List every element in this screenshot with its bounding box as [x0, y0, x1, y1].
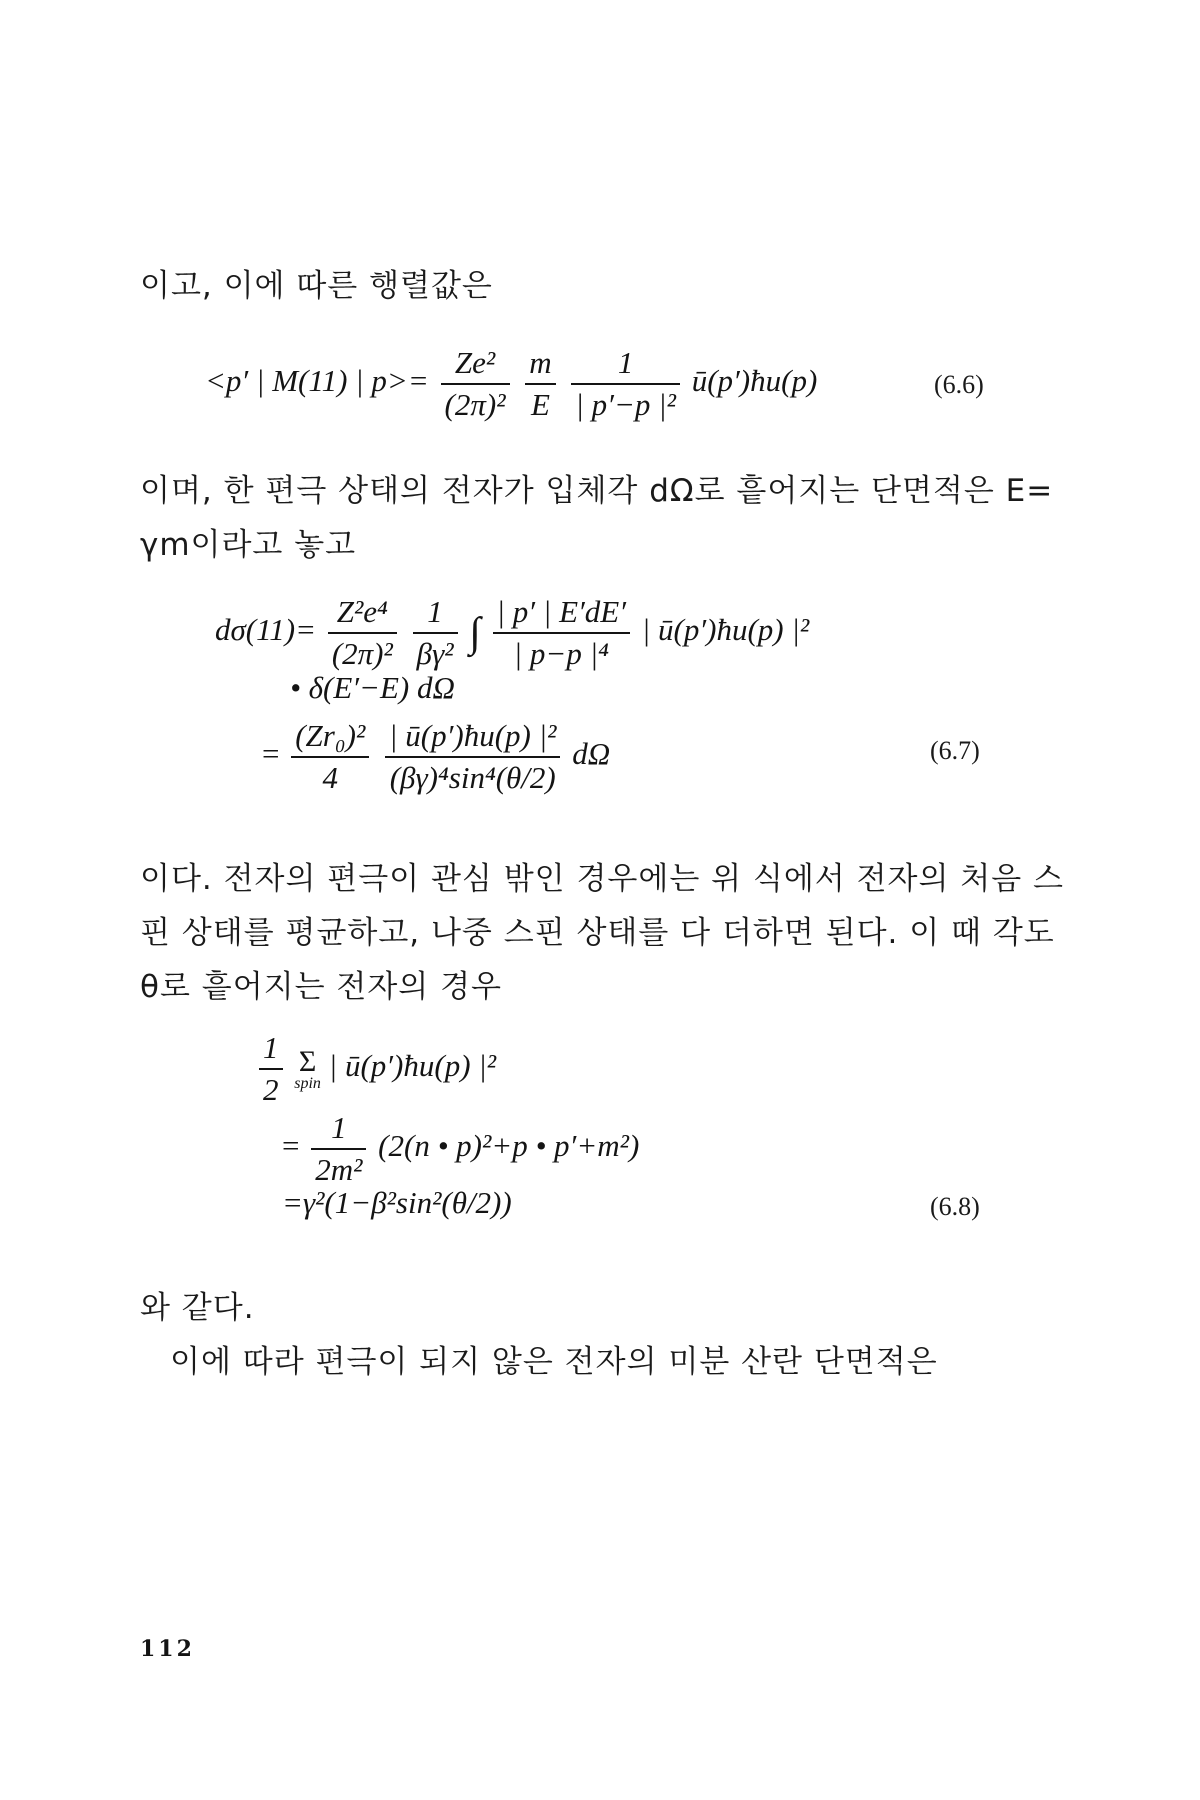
- text-line-next: 이에 따라 편극이 되지 않은 전자의 미분 산란 단면적은: [170, 1344, 938, 1380]
- equation-number-6-7: (6.7): [930, 736, 980, 765]
- eq66-f2-num: m: [525, 345, 555, 385]
- eq67-f2-num: 1: [413, 594, 458, 634]
- text-line-intro: 이고, 이에 따른 행렬값은: [140, 268, 493, 304]
- equation-6-6: [205, 345, 817, 423]
- text-line-polarization-3: θ로 흩어지는 전자의 경우: [140, 969, 502, 1005]
- sum-symbol: Σ: [298, 1045, 317, 1078]
- eq67-l3-f1-den: 4: [322, 760, 338, 795]
- eq68-l1-rhs: | ū(p′)ħu(p) |²: [328, 1048, 497, 1084]
- text-line-result: 와 같다.: [140, 1290, 255, 1326]
- eq67-fraction-1: [328, 594, 397, 672]
- eq66-f1-den: (2π)²: [444, 387, 506, 422]
- eq67-l3-f2-num: | ū(p′)ħu(p) |²: [385, 718, 560, 758]
- eq67-int-den: | p−p |⁴: [513, 636, 609, 671]
- integral-sign: ∫: [469, 610, 481, 656]
- equation-6-7-line-3: [262, 718, 610, 796]
- eq68-l2-rhs: (2(n • p)²+p • p′+m²): [378, 1128, 640, 1164]
- equation-number-6-6: (6.6): [934, 370, 984, 399]
- eq67-fraction-2: [413, 594, 458, 672]
- eq68-l2-num: 1: [311, 1110, 366, 1150]
- eq68-fraction-half: [259, 1030, 283, 1108]
- eq67-f1-num: Z²e⁴: [328, 594, 397, 634]
- eq66-rhs: ū(p′)ħu(p): [691, 363, 818, 399]
- eq66-fraction-3: [571, 345, 680, 423]
- text-line-polarization-2: 핀 상태를 평균하고, 나중 스핀 상태를 다 더하면 된다. 이 때 각도: [140, 915, 1055, 951]
- eq66-lhs: <p′ | M(11) | p>=: [205, 363, 429, 399]
- eq68-equals: =: [282, 1128, 300, 1164]
- page-number: 112: [140, 1636, 195, 1662]
- eq67-integrand-fraction: [493, 594, 631, 672]
- eq68-fraction-2: [311, 1110, 366, 1188]
- eq67-rhs: | ū(p′)ħu(p) |²: [641, 612, 810, 648]
- eq68-l1-den: 2: [263, 1072, 279, 1107]
- eq67-f2-den: βγ²: [416, 636, 454, 671]
- eq66-f3-den: | p′−p |²: [575, 387, 676, 422]
- eq67-line3-fraction-2: [385, 718, 560, 796]
- equation-6-7-line-1: [215, 594, 809, 672]
- eq67-line3-fraction-1: [291, 718, 369, 796]
- eq67-lhs: dσ(11)=: [215, 612, 317, 648]
- eq66-fraction-2: [525, 345, 555, 423]
- equation-6-7-line-2: • δ(E′−E) dΩ: [290, 670, 455, 705]
- text-line-cross-section-1: 이며, 한 편극 상태의 전자가 입체각 dΩ로 흩어지는 단면적은 E=: [140, 473, 1054, 509]
- text-line-polarization-1: 이다. 전자의 편극이 관심 밖인 경우에는 위 식에서 전자의 처음 스: [140, 861, 1064, 897]
- eq67-line3-rhs: dΩ: [572, 736, 611, 772]
- sum-subscript: spin: [294, 1075, 321, 1092]
- eq67-l3-f1-num: (Zr₀)²: [291, 718, 369, 758]
- eq66-f2-den: E: [530, 387, 550, 422]
- eq67-l3-f2-den: (βγ)⁴sin⁴(θ/2): [389, 760, 556, 795]
- eq68-l2-den: 2m²: [315, 1152, 363, 1187]
- equation-6-8-line-3: =γ²(1−β²sin²(θ/2)): [282, 1185, 512, 1220]
- eq68-l1-num: 1: [259, 1030, 283, 1070]
- equation-6-8-line-1: [255, 1030, 496, 1108]
- eq67-f1-den: (2π)²: [331, 636, 393, 671]
- eq67-int-num: | p′ | E′dE′: [493, 594, 631, 634]
- eq66-f3-num: 1: [571, 345, 680, 385]
- eq66-f1-num: Ze²: [441, 345, 510, 385]
- summation: [294, 1045, 321, 1093]
- text-line-cross-section-2: γm이라고 놓고: [140, 527, 357, 563]
- eq66-fraction-1: [441, 345, 510, 423]
- equation-6-8-line-2: [282, 1110, 639, 1188]
- equation-number-6-8: (6.8): [930, 1192, 980, 1221]
- eq67-equals: =: [262, 736, 280, 772]
